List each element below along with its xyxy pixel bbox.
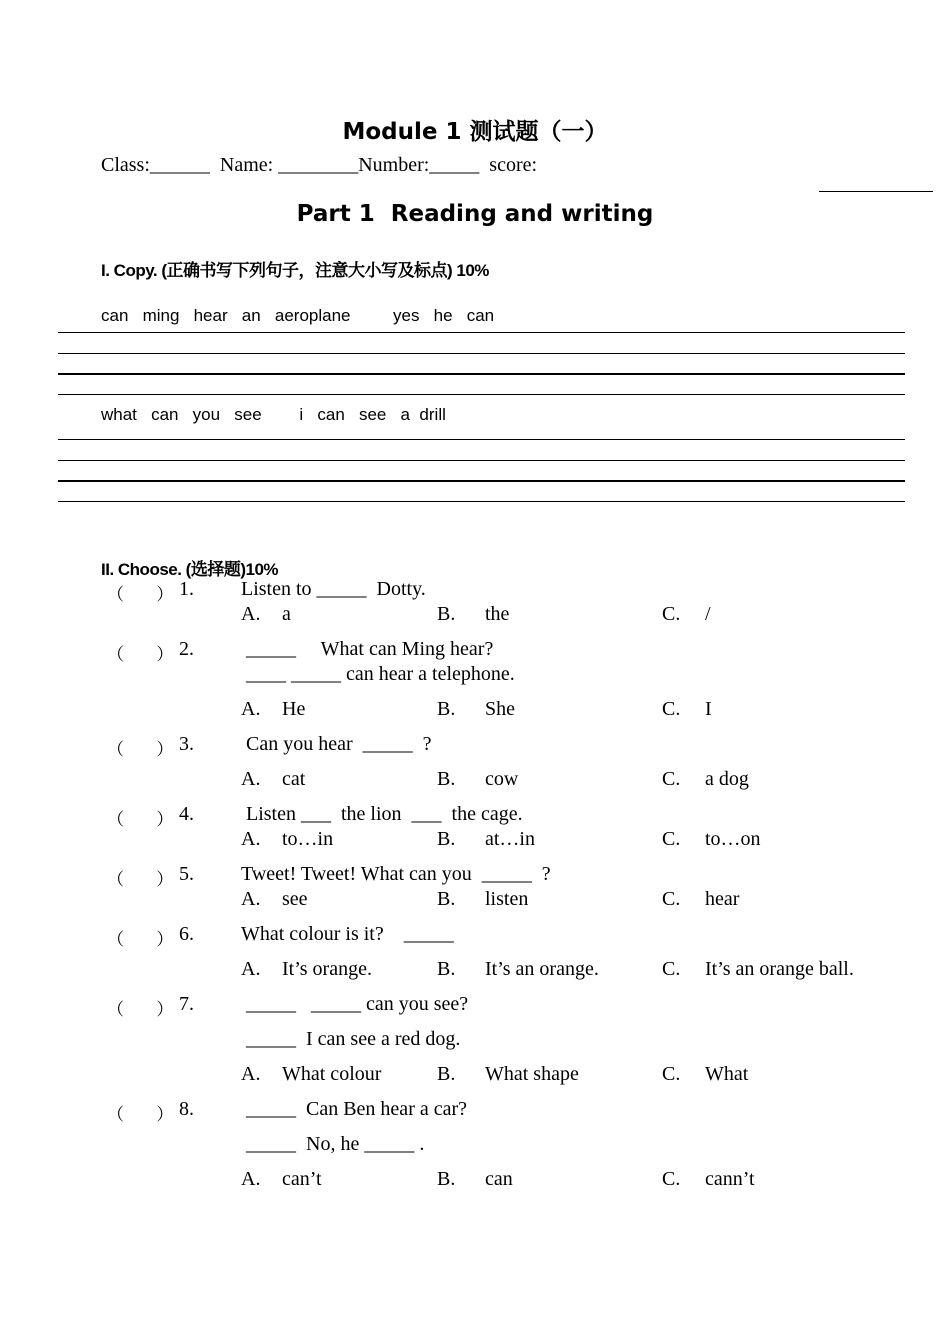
question-number: 3. [179,733,194,755]
question-text: _____ Can Ben hear a car? [241,1098,468,1120]
option-letter: A. [241,828,261,850]
question-number: 1. [179,578,194,600]
section-copy-heading: I. Copy. (正确书写下列句子，注意大小写及标点) 10% [101,261,489,280]
option-text[interactable]: What [705,1063,749,1085]
option-letter: A. [241,768,261,790]
writing-line [58,480,905,482]
option-letter: C. [662,828,681,850]
writing-line [58,332,905,333]
question-text: _____ What can Ming hear? [241,638,494,660]
writing-line [58,373,905,375]
option-letter: A. [241,603,261,625]
answer-bracket[interactable]: （ ） [107,585,174,605]
question-text: Listen ___ the lion ___ the cage. [241,803,523,825]
option-text[interactable]: I [705,698,712,720]
option-text[interactable]: / [705,603,711,625]
option-text[interactable]: a dog [705,768,749,790]
question-number: 5. [179,863,194,885]
option-letter: A. [241,958,261,980]
option-letter: C. [662,768,681,790]
option-letter: A. [241,698,261,720]
option-letter: C. [662,1063,681,1085]
answer-bracket[interactable]: （ ） [107,930,174,950]
option-text[interactable]: She [485,698,515,720]
writing-line [58,394,905,395]
option-letter: B. [437,958,456,980]
option-text[interactable]: cat [282,768,306,790]
option-text[interactable]: listen [485,888,529,910]
option-text[interactable]: at…in [485,828,535,850]
question-number: 4. [179,803,194,825]
option-text[interactable]: It’s an orange. [485,958,599,980]
question-number: 6. [179,923,194,945]
writing-line [58,460,905,461]
option-letter: B. [437,1168,456,1190]
option-letter: C. [662,958,681,980]
option-letter: C. [662,1168,681,1190]
answer-bracket[interactable]: （ ） [107,645,174,665]
question-number: 2. [179,638,194,660]
part-title: Part 1 Reading and writing [296,201,654,227]
option-text[interactable]: can’t [282,1168,322,1190]
answer-bracket[interactable]: （ ） [107,810,174,830]
option-letter: B. [437,1063,456,1085]
option-letter: B. [437,888,456,910]
option-letter: B. [437,768,456,790]
option-letter: B. [437,698,456,720]
copy-sentence-1: can ming hear an aeroplane yes he can [101,306,495,325]
answer-bracket[interactable]: （ ） [107,1105,174,1125]
question-text: Tweet! Tweet! What can you _____ ? [241,863,551,885]
section-choose-heading: II. Choose. (选择题)10% [101,560,279,579]
score-blank-line [819,191,933,192]
question-number: 7. [179,993,194,1015]
question-number: 8. [179,1098,194,1120]
question-text: _____ No, he _____ . [241,1133,425,1155]
writing-line [58,353,905,354]
copy-sentence-2: what can you see i can see a drill [101,405,446,424]
option-text[interactable]: It’s orange. [282,958,372,980]
page-title: Module 1 测试题（一） [342,119,608,145]
option-text[interactable]: It’s an orange ball. [705,958,854,980]
writing-line [58,501,905,502]
option-text[interactable]: the [485,603,510,625]
question-text: _____ I can see a red dog. [241,1028,461,1050]
question-text: Can you hear _____ ? [241,733,432,755]
option-text[interactable]: cann’t [705,1168,755,1190]
option-letter: A. [241,1168,261,1190]
option-letter: C. [662,698,681,720]
answer-bracket[interactable]: （ ） [107,870,174,890]
question-text: What colour is it? _____ [241,923,454,945]
option-letter: C. [662,888,681,910]
option-text[interactable]: a [282,603,291,625]
option-text[interactable]: to…on [705,828,761,850]
option-text[interactable]: What colour [282,1063,382,1085]
option-text[interactable]: to…in [282,828,334,850]
option-text[interactable]: cow [485,768,519,790]
option-letter: A. [241,1063,261,1085]
option-letter: B. [437,603,456,625]
option-letter: C. [662,603,681,625]
option-letter: A. [241,888,261,910]
student-info-line: Class:______ Name: ________Number:_____ score: [101,154,538,176]
option-text[interactable]: What shape [485,1063,579,1085]
answer-bracket[interactable]: （ ） [107,740,174,760]
option-text[interactable]: can [485,1168,513,1190]
writing-line [58,439,905,440]
option-letter: B. [437,828,456,850]
question-text: Listen to _____ Dotty. [241,578,426,600]
question-text: _____ _____ can you see? [241,993,469,1015]
option-text[interactable]: He [282,698,306,720]
question-text: ____ _____ can hear a telephone. [241,663,515,685]
option-text[interactable]: see [282,888,308,910]
answer-bracket[interactable]: （ ） [107,1000,174,1020]
option-text[interactable]: hear [705,888,740,910]
